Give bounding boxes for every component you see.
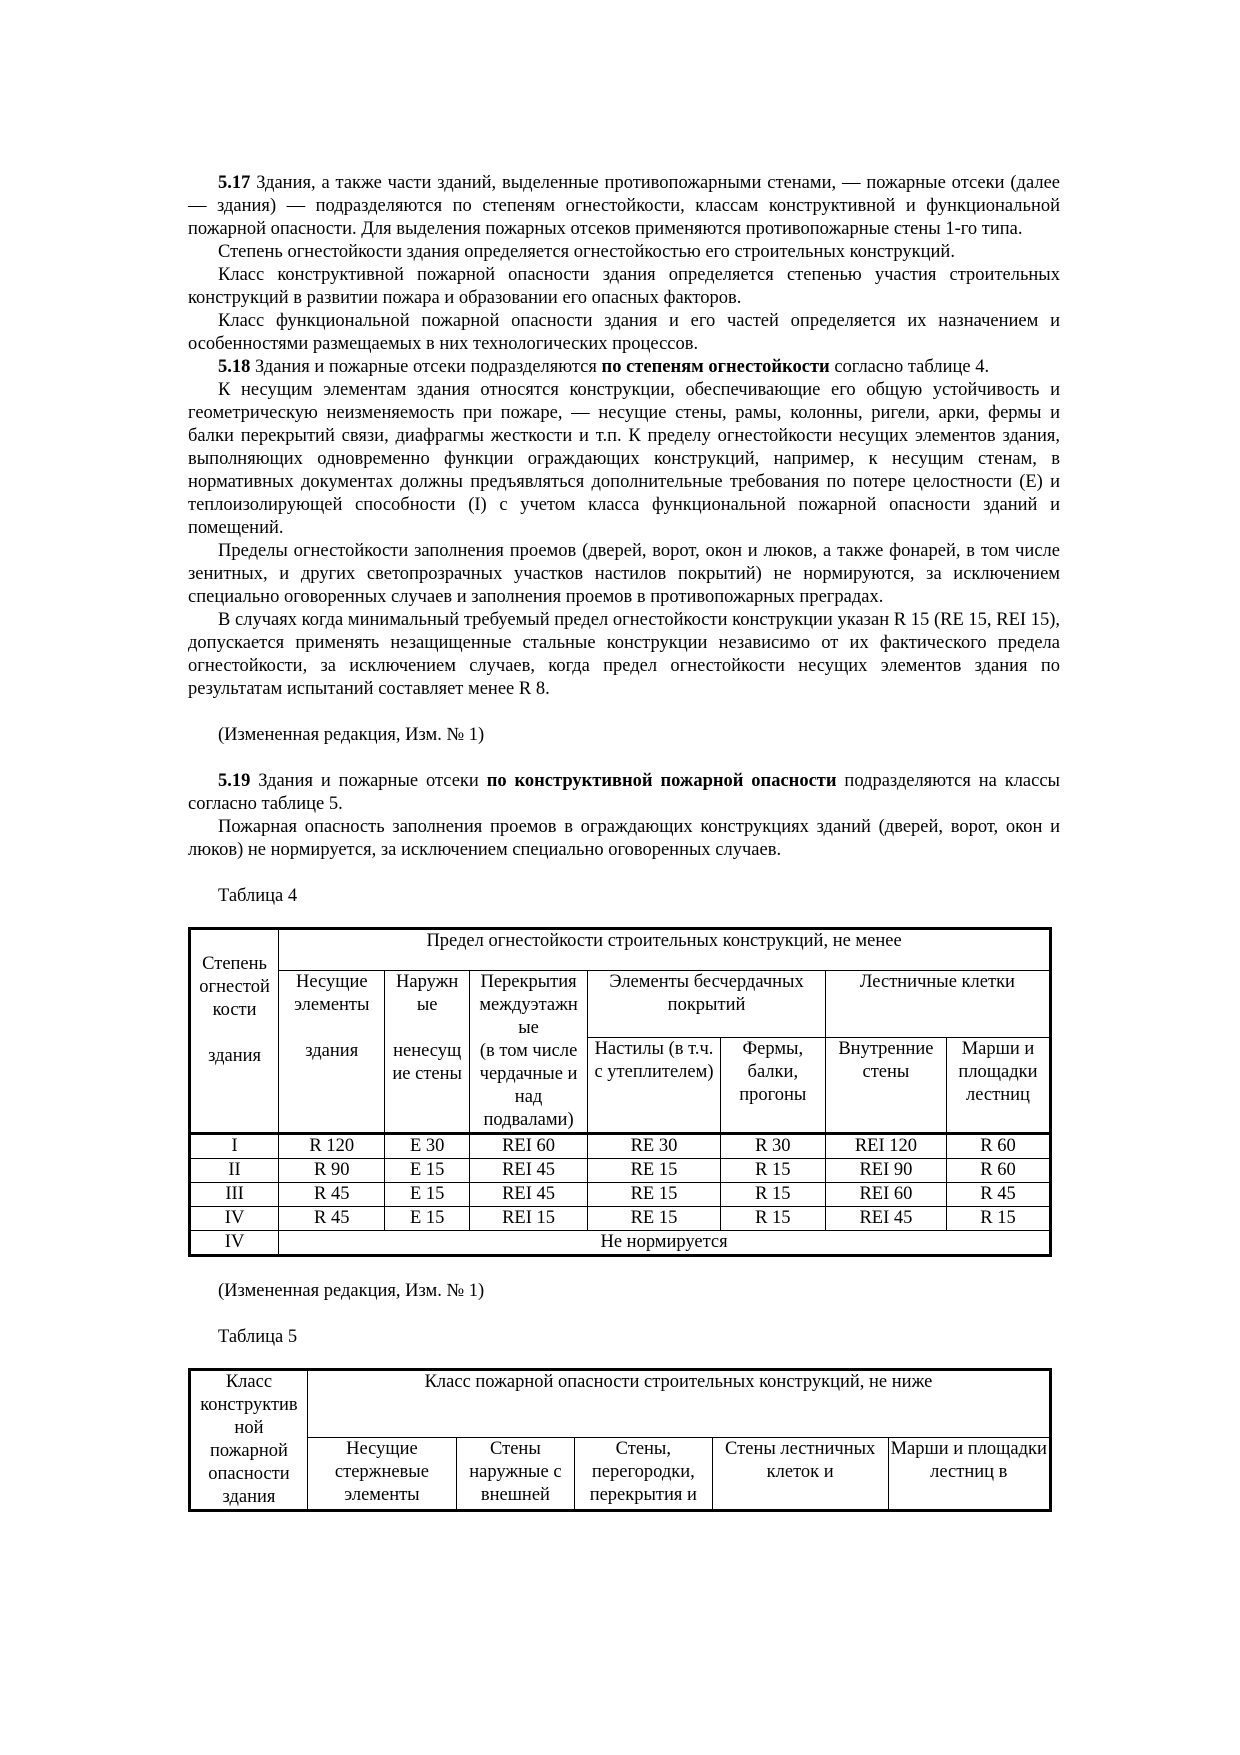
table-row: IV Не нормируется <box>190 1231 1051 1256</box>
not-regulated-cell: Не нормируется <box>279 1231 1051 1256</box>
section-number: 5.17 <box>218 173 251 193</box>
paragraph-5-17: 5.17 Здания, а также части зданий, выделенные противопожарными стенами, — пожарные отсеки (далее — здания) — подразделяются по степеням огнестойкости, классам конструктивной и функциональной пожарной опасности. Для выделения пожарных отсеков применяются противопожарные стены 1-го типа. <box>188 173 1060 239</box>
header-class: Класс конструктив ной пожарной опасности здания <box>190 1370 308 1511</box>
header-main: Класс пожарной опасности строительных конструкций, не ниже <box>307 1370 1050 1438</box>
header-outer-walls: Стены наружные с внешней <box>456 1438 574 1511</box>
header-trusses: Фермы, балки, прогоны <box>720 1038 825 1134</box>
table-5 <box>188 1368 1052 1512</box>
paragraph: Пределы огнестойкости заполнения проемов (дверей, ворот, окон и люков, а также фонарей, в том числе зенитных, и других светопрозрачных участков настилов покрытий) не нормируются, за исключением специально оговоренных случаев и заполнения проемов в противопожарных преградах. <box>188 541 1060 607</box>
header-flights: Марши и площадки лестниц в <box>888 1438 1050 1511</box>
table-5-label: Таблица 5 <box>218 1327 298 1347</box>
header-floors: Перекрытия междуэтажн ые (в том числе чердачные и над подвалами) <box>469 971 587 1134</box>
header-decks: Настилы (в т.ч. с утеплителем) <box>588 1038 721 1134</box>
table-row: I R 120 E 30 REI 60 RE 30 R 30 REI 120 R 60 <box>190 1134 1051 1159</box>
table-row: II R 90 E 15 REI 45 RE 15 R 15 REI 90 R 60 <box>190 1159 1051 1183</box>
header-degree: Степень огнестой кости здания <box>190 929 279 1134</box>
paragraph: Степень огнестойкости здания определяется огнестойкостью его строительных конструкций. <box>218 242 955 262</box>
header-main: Предел огнестойкости строительных конструкций, не менее <box>279 929 1051 971</box>
header-outer-walls: Наружн ые ненесущ ие стены <box>385 971 470 1134</box>
paragraph: К несущим элементам здания относятся конструкции, обеспечивающие его общую устойчивость и геометрическую неизменяемость при пожаре, — несущие стены, рамы, колонны, ригели, арки, фермы и балки перекрытий связи, диафрагмы жесткости и т.п. К пределу огнестойкости несущих элементов здания, выполняющих одновременно функции ограждающих конструкций, например, к несущим стенам, в нормативных документах должны предъявляться дополнительные требования по потере целостности (Е) и теплоизолирующей способности (I) с учетом класса функциональной пожарной опасности зданий и помещений. <box>188 380 1060 538</box>
amendment-note: (Измененная редакция, Изм. № 1) <box>218 725 485 745</box>
paragraph: В случаях когда минимальный требуемый предел огнестойкости конструкции указан R 15 (RE 15, REI 15), допускается применять незащищенные стальные конструкции независимо от их фактического предела огнестойкости, за исключением случаев, когда предел огнестойкости несущих элементов здания по результатам испытаний составляет менее R 8. <box>188 610 1060 699</box>
header-walls-partitions: Стены, перегородки, перекрытия и <box>574 1438 712 1511</box>
table-4-label: Таблица 4 <box>218 886 298 906</box>
document-page <box>188 172 1060 1512</box>
paragraph: Класс конструктивной пожарной опасности здания определяется степенью участия строительных конструкций в развитии пожара и образовании его опасных факторов. <box>188 265 1060 308</box>
paragraph-5-18: 5.18 Здания и пожарные отсеки подразделяются по степеням огнестойкости согласно таблице 4. <box>218 357 990 377</box>
paragraph: Пожарная опасность заполнения проемов в ограждающих конструкциях зданий (дверей, ворот, окон и люков) не нормируется, за исключением специально оговоренных случаев. <box>188 817 1060 860</box>
header-flights: Марши и площадки лестниц <box>946 1038 1050 1134</box>
section-number: 5.18 <box>218 357 251 377</box>
header-bearing-elements: Несущие стержневые элементы <box>307 1438 456 1511</box>
table-row: III R 45 E 15 REI 45 RE 15 R 15 REI 60 R 45 <box>190 1183 1051 1207</box>
header-roof: Элементы бесчердачных покрытий <box>588 971 826 1038</box>
header-stair-walls: Стены лестничных клеток и <box>712 1438 888 1511</box>
header-stairs: Лестничные клетки <box>825 971 1050 1038</box>
section-number: 5.19 <box>218 771 251 791</box>
amendment-note: (Измененная редакция, Изм. № 1) <box>218 1281 485 1301</box>
table-row: IV R 45 E 15 REI 15 RE 15 R 15 REI 45 R 15 <box>190 1207 1051 1231</box>
header-bearing: Несущие элементы здания <box>279 971 385 1134</box>
table-4 <box>188 927 1052 1257</box>
paragraph: Класс функциональной пожарной опасности здания и его частей определяется их назначением и особенностями размещаемых в них технологических процессов. <box>188 311 1060 354</box>
header-inner-walls: Внутренние стены <box>825 1038 946 1134</box>
paragraph-5-19: 5.19 Здания и пожарные отсеки по конструктивной пожарной опасности подразделяются на классы согласно таблице 5. <box>188 771 1060 814</box>
